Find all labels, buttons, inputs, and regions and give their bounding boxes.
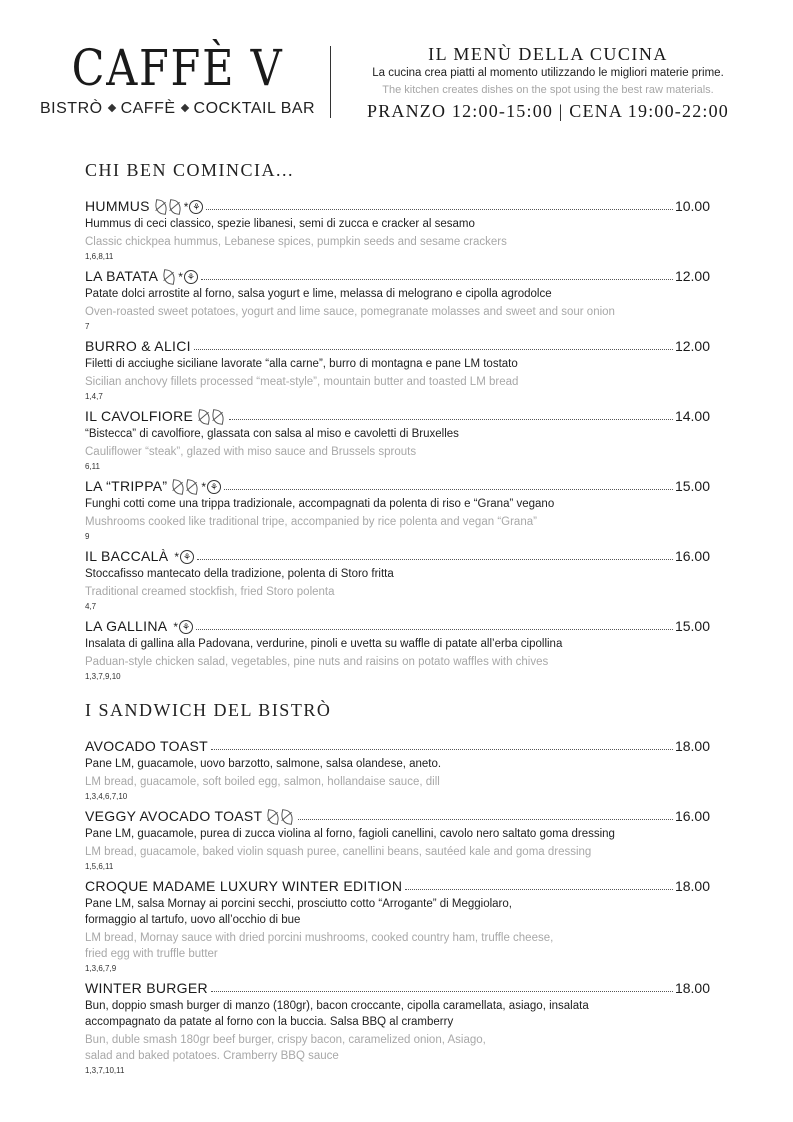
dish-description-english: Sicilian anchovy fillets processed “meat-style”, mountain butter and toasted LM bread xyxy=(85,376,519,388)
tagline-caffe: CAFFÈ xyxy=(120,100,176,117)
gluten-free-icon: * ⚘ xyxy=(174,550,194,564)
diamond-separator-icon xyxy=(180,104,188,112)
brand-tagline xyxy=(40,100,315,118)
allergen-codes: 1,5,6,11 xyxy=(85,862,114,871)
dot-leader xyxy=(206,209,672,210)
dish-description-italian: “Bistecca” di cavolfiore, glassata con salsa al miso e cavoletti di Bruxelles xyxy=(85,428,459,440)
dish-description-english: Mushrooms cooked like traditional tripe, accompanied by rice polenta and vegan “Grana” xyxy=(85,516,537,528)
menu-title: IL MENÙ DELLA CUCINA xyxy=(428,44,668,64)
menu-item-header xyxy=(85,335,710,354)
dot-leader xyxy=(211,749,673,750)
allergen-codes: 9 xyxy=(85,532,90,541)
allergen-codes: 1,3,7,10,11 xyxy=(85,1066,125,1075)
dish-name: BURRO & ALICI xyxy=(85,338,191,354)
dot-leader xyxy=(298,819,673,820)
menu-item-header xyxy=(85,875,710,894)
menu-item xyxy=(85,977,710,1076)
dish-description-english: LM bread, guacamole, soft boiled egg, salmon, hollandaise sauce, dill xyxy=(85,776,440,788)
vegan-leaf-icon xyxy=(266,809,280,825)
menu-item xyxy=(85,615,710,682)
vegan-leaf-icon xyxy=(162,269,176,285)
dish-description-english: Bun, duble smash 180gr beef burger, crispy bacon, caramelized onion, Asiago, salad and baked potatoes. Cramberry BBQ sauce xyxy=(85,1034,486,1062)
menu-info xyxy=(338,44,758,122)
menu-header xyxy=(0,0,793,130)
wheat-icon: ⚘ xyxy=(184,270,198,284)
dish-price: 16.00 xyxy=(674,548,710,564)
dish-icons xyxy=(172,620,193,634)
dish-description-english: Traditional creamed stockfish, fried Storo polenta xyxy=(85,586,335,598)
wheat-icon: ⚘ xyxy=(207,480,221,494)
menu-item-header xyxy=(85,405,710,424)
dish-description-italian: Pane LM, guacamole, purea di zucca violina al forno, fagioli canellini, cavolo nero saltato goma dressing xyxy=(85,828,615,840)
menu-item xyxy=(85,735,710,802)
allergen-codes: 1,3,4,6,7,10 xyxy=(85,792,128,801)
menu-item-header xyxy=(85,615,710,634)
dish-name: VEGGY AVOCADO TOAST xyxy=(85,808,263,824)
dish-description-italian: Filetti di acciughe siciliane lavorate “alla carne”, burro di montagna e pane LM tostato xyxy=(85,358,518,370)
menu-item xyxy=(85,335,710,402)
section-title: CHI BEN COMINCIA... xyxy=(85,160,295,180)
dish-price: 12.00 xyxy=(674,268,710,284)
menu-section xyxy=(85,700,710,1079)
allergen-codes: 1,6,8,11 xyxy=(85,252,114,261)
dish-price: 12.00 xyxy=(674,338,710,354)
gluten-free-icon: * ⚘ xyxy=(201,480,221,494)
allergen-codes: 1,4,7 xyxy=(85,392,103,401)
wheat-icon: ⚘ xyxy=(180,550,194,564)
menu-item xyxy=(85,875,710,974)
vegan-leaf-icon xyxy=(197,409,211,425)
dish-description-english: LM bread, guacamole, baked violin squash puree, canellini beans, sautéed kale and goma dressing xyxy=(85,846,592,858)
menu-item xyxy=(85,195,710,262)
allergen-codes: 1,3,6,7,9 xyxy=(85,964,117,973)
header-divider xyxy=(330,46,331,118)
wheat-icon: ⚘ xyxy=(189,200,203,214)
dish-description-english: LM bread, Mornay sauce with dried porcini mushrooms, cooked country ham, truffle cheese, fried egg with truffle butter xyxy=(85,932,554,960)
menu-item xyxy=(85,545,710,612)
dish-icons xyxy=(267,810,295,824)
dish-icons xyxy=(198,410,226,424)
allergen-codes: 6,11 xyxy=(85,462,100,471)
dish-price: 18.00 xyxy=(674,980,710,996)
menu-item-header xyxy=(85,475,710,494)
tagline-bistro: BISTRÒ xyxy=(40,100,103,117)
dish-price: 15.00 xyxy=(674,618,710,634)
menu-item-header xyxy=(85,805,710,824)
dish-icons xyxy=(172,480,221,494)
dish-name: CROQUE MADAME LUXURY WINTER EDITION xyxy=(85,878,403,894)
menu-item xyxy=(85,805,710,872)
dot-leader xyxy=(201,279,673,280)
gluten-free-icon: * ⚘ xyxy=(184,200,204,214)
dot-leader xyxy=(229,419,673,420)
dish-name: IL CAVOLFIORE xyxy=(85,408,194,424)
tagline-cocktail-bar: COCKTAIL BAR xyxy=(193,100,316,117)
dish-description-italian: Patate dolci arrostite al forno, salsa yogurt e lime, melassa di melograno e cipolla agrodolce xyxy=(85,288,552,300)
dish-price: 18.00 xyxy=(674,878,710,894)
dish-icons xyxy=(173,550,194,564)
dish-name: AVOCADO TOAST xyxy=(85,738,208,754)
menu-item-header xyxy=(85,265,710,284)
intro-english: The kitchen creates dishes on the spot using the best raw materials. xyxy=(382,84,714,96)
vegan-leaf-icon xyxy=(211,409,225,425)
dish-name: HUMMUS xyxy=(85,198,150,214)
dish-description-italian: Hummus di ceci classico, spezie libanesi, semi di zucca e cracker al sesamo xyxy=(85,218,475,230)
gluten-free-icon: * ⚘ xyxy=(178,270,198,284)
dish-description-english: Cauliflower “steak”, glazed with miso sauce and Brussels sprouts xyxy=(85,446,417,458)
dish-price: 14.00 xyxy=(674,408,710,424)
dish-name: IL BACCALÀ xyxy=(85,548,169,564)
vegan-leaf-icon xyxy=(280,809,294,825)
dot-leader xyxy=(197,559,673,560)
brand-block xyxy=(40,40,315,118)
dish-name: LA “TRIPPA” xyxy=(85,478,168,494)
dot-leader xyxy=(405,889,673,890)
dish-name: WINTER BURGER xyxy=(85,980,208,996)
menu-item-header xyxy=(85,977,710,996)
allergen-codes: 7 xyxy=(85,322,90,331)
dish-description-english: Paduan-style chicken salad, vegetables, pine nuts and raisins on potato waffles with chives xyxy=(85,656,549,668)
intro-italian: La cucina crea piatti al momento utilizzando le migliori materie prime. xyxy=(372,67,724,79)
opening-hours: PRANZO 12:00-15:00 | CENA 19:00-22:00 xyxy=(366,101,729,121)
menu-item-header xyxy=(85,195,710,214)
dish-description-italian: Pane LM, guacamole, uovo barzotto, salmone, salsa olandese, aneto. xyxy=(85,758,442,770)
dish-description-italian: Stoccafisso mantecato della tradizione, polenta di Storo fritta xyxy=(85,568,394,580)
dish-description-italian: Bun, doppio smash burger di manzo (180gr), bacon croccante, cipolla caramellata, asiago, insalata accompagnato da patate al forno con la buccia. Salsa BBQ al cramberry xyxy=(85,1000,589,1028)
dish-description-english: Classic chickpea hummus, Lebanese spices, pumpkin seeds and sesame crackers xyxy=(85,236,507,248)
vegan-leaf-icon xyxy=(168,199,182,215)
vegan-leaf-icon xyxy=(154,199,168,215)
dish-icons xyxy=(163,270,198,284)
menu-item xyxy=(85,475,710,542)
dot-leader xyxy=(224,489,673,490)
dish-description-italian: Pane LM, salsa Mornay ai porcini secchi, prosciutto cotto “Arrogante” di Meggiolaro, formaggio al tartufo, uovo all’occhio di bue xyxy=(85,898,512,926)
dot-leader xyxy=(194,349,673,350)
dish-price: 16.00 xyxy=(674,808,710,824)
dish-name: LA GALLINA xyxy=(85,618,168,634)
brand-logo-text: CAFFÈ V xyxy=(71,39,284,97)
menu-item-header xyxy=(85,545,710,564)
vegan-leaf-icon xyxy=(185,479,199,495)
gluten-free-icon: * ⚘ xyxy=(173,620,193,634)
dish-price: 15.00 xyxy=(674,478,710,494)
dish-description-italian: Insalata di gallina alla Padovana, verdurine, pinoli e uvetta su waffle di patate all’erba cipollina xyxy=(85,638,563,650)
allergen-codes: 4,7 xyxy=(85,602,97,611)
allergen-codes: 1,3,7,9,10 xyxy=(85,672,121,681)
menu-section xyxy=(85,160,710,685)
dot-leader xyxy=(196,629,673,630)
menu-item-header xyxy=(85,735,710,754)
vegan-leaf-icon xyxy=(171,479,185,495)
wheat-icon: ⚘ xyxy=(179,620,193,634)
dish-name: LA BATATA xyxy=(85,268,159,284)
dish-description-english: Oven-roasted sweet potatoes, yogurt and lime sauce, pomegranate molasses and sweet and sour onion xyxy=(85,306,615,318)
menu-item xyxy=(85,265,710,332)
section-title: I SANDWICH DEL BISTRÒ xyxy=(85,700,332,720)
dish-price: 10.00 xyxy=(674,198,710,214)
menu-item xyxy=(85,405,710,472)
dish-icons xyxy=(155,200,204,214)
dot-leader xyxy=(211,991,673,992)
dish-price: 18.00 xyxy=(674,738,710,754)
diamond-separator-icon xyxy=(107,104,115,112)
dish-description-italian: Funghi cotti come una trippa tradizionale, accompagnati da polenta di riso e “Grana” vegano xyxy=(85,498,555,510)
